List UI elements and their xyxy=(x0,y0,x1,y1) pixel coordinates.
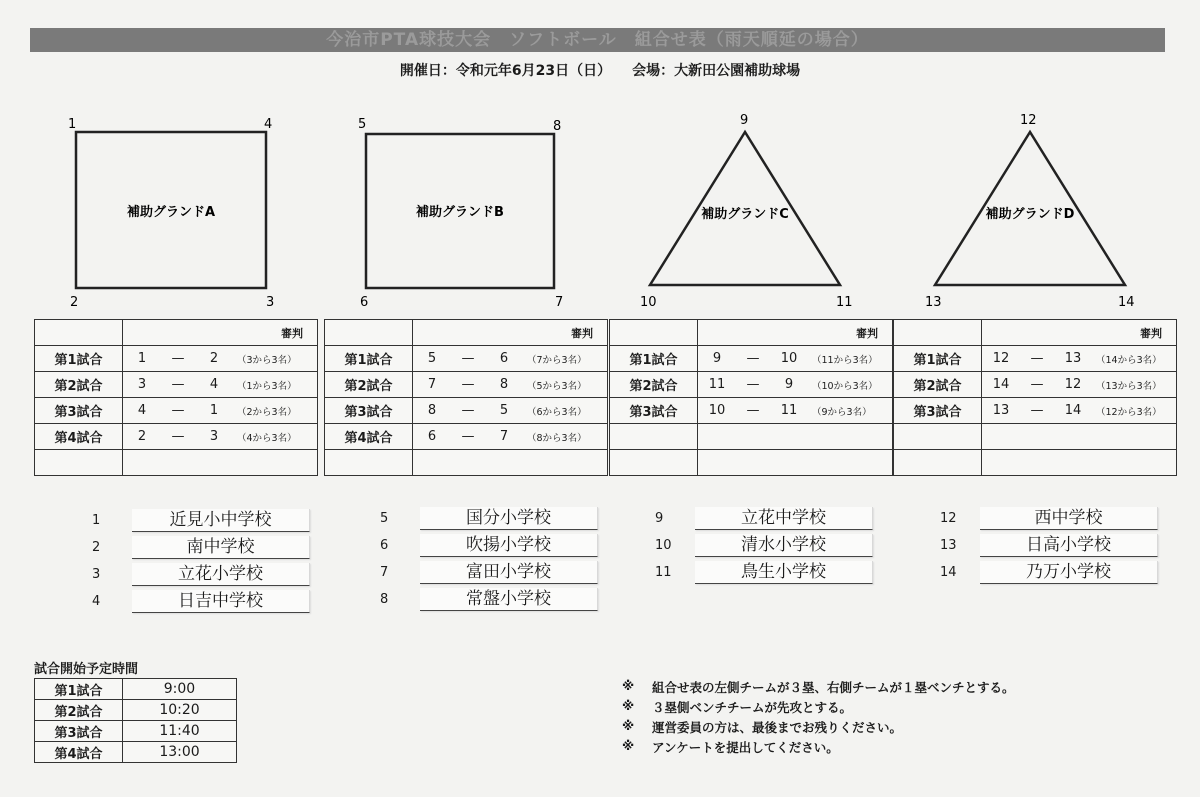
team-name: 南中学校 xyxy=(132,536,310,559)
referee: （1から3名） xyxy=(237,380,297,392)
match-row: 13 — 14 （12から3名） xyxy=(986,403,1172,418)
note-text: 運営委員の方は、最後までお残りください。 xyxy=(652,720,903,735)
team-name: 富田小学校 xyxy=(420,561,598,584)
team-b: 6 xyxy=(499,351,509,366)
team-b: 8 xyxy=(499,377,509,392)
note-text: ３塁側ベンチチームが先攻とする。 xyxy=(652,700,853,715)
team-b: 4 xyxy=(209,377,219,392)
match-label: 第4試合 xyxy=(325,424,413,450)
list-item xyxy=(92,534,310,561)
team-number: 14 xyxy=(940,565,957,580)
team-b: 10 xyxy=(780,351,798,366)
team-a: 14 xyxy=(992,377,1010,392)
match-label: 第1試合 xyxy=(894,346,982,372)
notes xyxy=(622,678,1015,758)
referee: （14から3名） xyxy=(1096,354,1162,366)
match-table-a xyxy=(34,319,318,476)
ground-d-label: 補助グランドD xyxy=(985,207,1075,222)
match-row: 7 — 8 （5から3名） xyxy=(417,377,603,392)
match-label: 第2試合 xyxy=(35,372,123,398)
list-item xyxy=(655,559,873,586)
referee: （11から3名） xyxy=(812,354,878,366)
match-row: 10 — 11 （9から3名） xyxy=(702,403,888,418)
schedule-title: 試合開始予定時間 xyxy=(34,662,139,677)
team-a: 8 xyxy=(427,403,437,418)
note-text: アンケートを提出してください。 xyxy=(652,740,839,755)
note-item xyxy=(622,738,1015,758)
match-row: 9 — 10 （11から3名） xyxy=(702,351,888,366)
team-number: 8 xyxy=(380,592,389,607)
team-name: 西中学校 xyxy=(980,507,1158,530)
note-mark: ※ xyxy=(622,678,635,693)
team-list-d xyxy=(940,505,1158,586)
team-a: 3 xyxy=(137,377,147,392)
team-name: 立花小学校 xyxy=(132,563,310,586)
list-item xyxy=(380,586,598,613)
ground-d-corner-top: 12 xyxy=(1020,113,1037,128)
referee-header: 審判 xyxy=(123,320,318,346)
team-number: 7 xyxy=(380,565,389,580)
team-name: 常盤小学校 xyxy=(420,588,598,611)
schedule-time: 11:40 xyxy=(123,721,237,742)
list-item xyxy=(655,532,873,559)
match-row: 12 — 13 （14から3名） xyxy=(986,351,1172,366)
ground-b-label: 補助グランドB xyxy=(416,205,504,220)
match-row: 2 — 3 （4から3名） xyxy=(127,429,313,444)
team-a: 5 xyxy=(427,351,437,366)
schedule-time: 10:20 xyxy=(123,700,237,721)
schedule-label: 第4試合 xyxy=(35,742,123,763)
team-number: 2 xyxy=(92,540,101,555)
referee-header: 審判 xyxy=(982,320,1177,346)
ground-a-corner-br: 3 xyxy=(266,295,275,310)
list-item xyxy=(380,559,598,586)
team-number: 1 xyxy=(92,513,101,528)
match-label: 第2試合 xyxy=(894,372,982,398)
team-number: 3 xyxy=(92,567,101,582)
team-b: 9 xyxy=(784,377,794,392)
list-item xyxy=(92,507,310,534)
schedule-table xyxy=(34,678,237,763)
ground-c-corner-top: 9 xyxy=(740,113,749,128)
list-item xyxy=(92,561,310,588)
ground-d-corner-br: 14 xyxy=(1118,295,1135,310)
list-item xyxy=(380,505,598,532)
match-row: 3 — 4 （1から3名） xyxy=(127,377,313,392)
team-a: 13 xyxy=(992,403,1010,418)
team-b: 13 xyxy=(1064,351,1082,366)
ground-c-corner-br: 11 xyxy=(836,295,853,310)
page-title: 今治市PTA球技大会 ソフトボール 組合せ表（雨天順延の場合） xyxy=(30,28,1165,52)
referee: （13から3名） xyxy=(1096,380,1162,392)
match-row: 1 — 2 （3から3名） xyxy=(127,351,313,366)
ground-c-label: 補助グランドC xyxy=(701,207,789,222)
match-label: 第4試合 xyxy=(35,424,123,450)
match-table-d xyxy=(893,319,1177,476)
team-b: 3 xyxy=(209,429,219,444)
match-label: 第2試合 xyxy=(610,372,698,398)
team-a: 11 xyxy=(708,377,726,392)
team-b: 14 xyxy=(1064,403,1082,418)
team-name: 近見小中学校 xyxy=(132,509,310,532)
event-info: 開催日：令和元年6月23日（日） 会場：大新田公園補助球場 xyxy=(399,63,801,79)
team-a: 6 xyxy=(427,429,437,444)
ground-d-corner-bl: 13 xyxy=(925,295,942,310)
team-name: 鳥生小学校 xyxy=(695,561,873,584)
referee: （8から3名） xyxy=(527,432,587,444)
team-b: 1 xyxy=(209,403,219,418)
team-list-b xyxy=(380,505,598,613)
team-name: 乃万小学校 xyxy=(980,561,1158,584)
referee: （6から3名） xyxy=(527,406,587,418)
note-item xyxy=(622,678,1015,698)
referee: （3から3名） xyxy=(237,354,297,366)
team-a: 9 xyxy=(712,351,722,366)
match-row: 5 — 6 （7から3名） xyxy=(417,351,603,366)
match-label: 第1試合 xyxy=(610,346,698,372)
list-item xyxy=(940,505,1158,532)
note-item xyxy=(622,698,1015,718)
referee-header: 審判 xyxy=(413,320,608,346)
referee: （10から3名） xyxy=(812,380,878,392)
ground-b-corner-br: 7 xyxy=(555,295,564,310)
referee: （9から3名） xyxy=(812,406,872,418)
match-row: 8 — 5 （6から3名） xyxy=(417,403,603,418)
team-a: 12 xyxy=(992,351,1010,366)
team-list-c xyxy=(655,505,873,586)
referee: （2から3名） xyxy=(237,406,297,418)
team-b: 12 xyxy=(1064,377,1082,392)
team-b: 11 xyxy=(780,403,798,418)
referee: （4から3名） xyxy=(237,432,297,444)
team-list-a xyxy=(92,507,310,615)
team-number: 4 xyxy=(92,594,101,609)
schedule-label: 第2試合 xyxy=(35,700,123,721)
list-item xyxy=(940,559,1158,586)
team-number: 6 xyxy=(380,538,389,553)
match-label: 第3試合 xyxy=(35,398,123,424)
team-b: 2 xyxy=(209,351,219,366)
team-number: 9 xyxy=(655,511,664,526)
match-label: 第1試合 xyxy=(325,346,413,372)
team-b: 7 xyxy=(499,429,509,444)
schedule-label: 第1試合 xyxy=(35,679,123,700)
team-name: 吹揚小学校 xyxy=(420,534,598,557)
note-mark: ※ xyxy=(622,698,635,713)
match-label: 第3試合 xyxy=(894,398,982,424)
table-row xyxy=(35,742,237,763)
match-label: 第2試合 xyxy=(325,372,413,398)
note-item xyxy=(622,718,1015,738)
team-number: 12 xyxy=(940,511,957,526)
team-a: 7 xyxy=(427,377,437,392)
ground-a-corner-tl: 1 xyxy=(68,117,77,132)
list-item xyxy=(940,532,1158,559)
ground-diagram xyxy=(0,110,1200,320)
team-number: 11 xyxy=(655,565,672,580)
match-row: 11 — 9 （10から3名） xyxy=(702,377,888,392)
team-name: 立花中学校 xyxy=(695,507,873,530)
ground-a-corner-tr: 4 xyxy=(264,117,273,132)
note-text: 組合せ表の左側チームが３塁、右側チームが１塁ベンチとする。 xyxy=(652,680,1015,695)
table-row xyxy=(35,700,237,721)
ground-b-corner-tr: 8 xyxy=(553,119,562,134)
team-a: 1 xyxy=(137,351,147,366)
match-label: 第3試合 xyxy=(610,398,698,424)
table-row xyxy=(35,679,237,700)
match-label: 第1試合 xyxy=(35,346,123,372)
ground-a-corner-bl: 2 xyxy=(70,295,79,310)
team-number: 10 xyxy=(655,538,672,553)
schedule-label: 第3試合 xyxy=(35,721,123,742)
ground-a-label: 補助グランドA xyxy=(126,205,216,220)
ground-b-corner-bl: 6 xyxy=(360,295,369,310)
schedule-time: 13:00 xyxy=(123,742,237,763)
referee: （12から3名） xyxy=(1096,406,1162,418)
list-item xyxy=(655,505,873,532)
match-table-b xyxy=(324,319,608,476)
team-number: 13 xyxy=(940,538,957,553)
ground-b-corner-tl: 5 xyxy=(358,117,367,132)
match-label: 第3試合 xyxy=(325,398,413,424)
match-table-c xyxy=(609,319,893,476)
match-row: 14 — 12 （13から3名） xyxy=(986,377,1172,392)
ground-c-corner-bl: 10 xyxy=(640,295,657,310)
team-a: 2 xyxy=(137,429,147,444)
note-mark: ※ xyxy=(622,718,635,733)
table-row xyxy=(35,721,237,742)
team-a: 10 xyxy=(708,403,726,418)
list-item xyxy=(92,588,310,615)
team-b: 5 xyxy=(499,403,509,418)
referee: （5から3名） xyxy=(527,380,587,392)
referee: （7から3名） xyxy=(527,354,587,366)
referee-header: 審判 xyxy=(698,320,893,346)
note-mark: ※ xyxy=(622,738,635,753)
match-row: 4 — 1 （2から3名） xyxy=(127,403,313,418)
team-name: 清水小学校 xyxy=(695,534,873,557)
match-row: 6 — 7 （8から3名） xyxy=(417,429,603,444)
team-a: 4 xyxy=(137,403,147,418)
schedule-time: 9:00 xyxy=(123,679,237,700)
list-item xyxy=(380,532,598,559)
team-name: 日高小学校 xyxy=(980,534,1158,557)
team-name: 国分小学校 xyxy=(420,507,598,530)
team-name: 日吉中学校 xyxy=(132,590,310,613)
team-number: 5 xyxy=(380,511,389,526)
